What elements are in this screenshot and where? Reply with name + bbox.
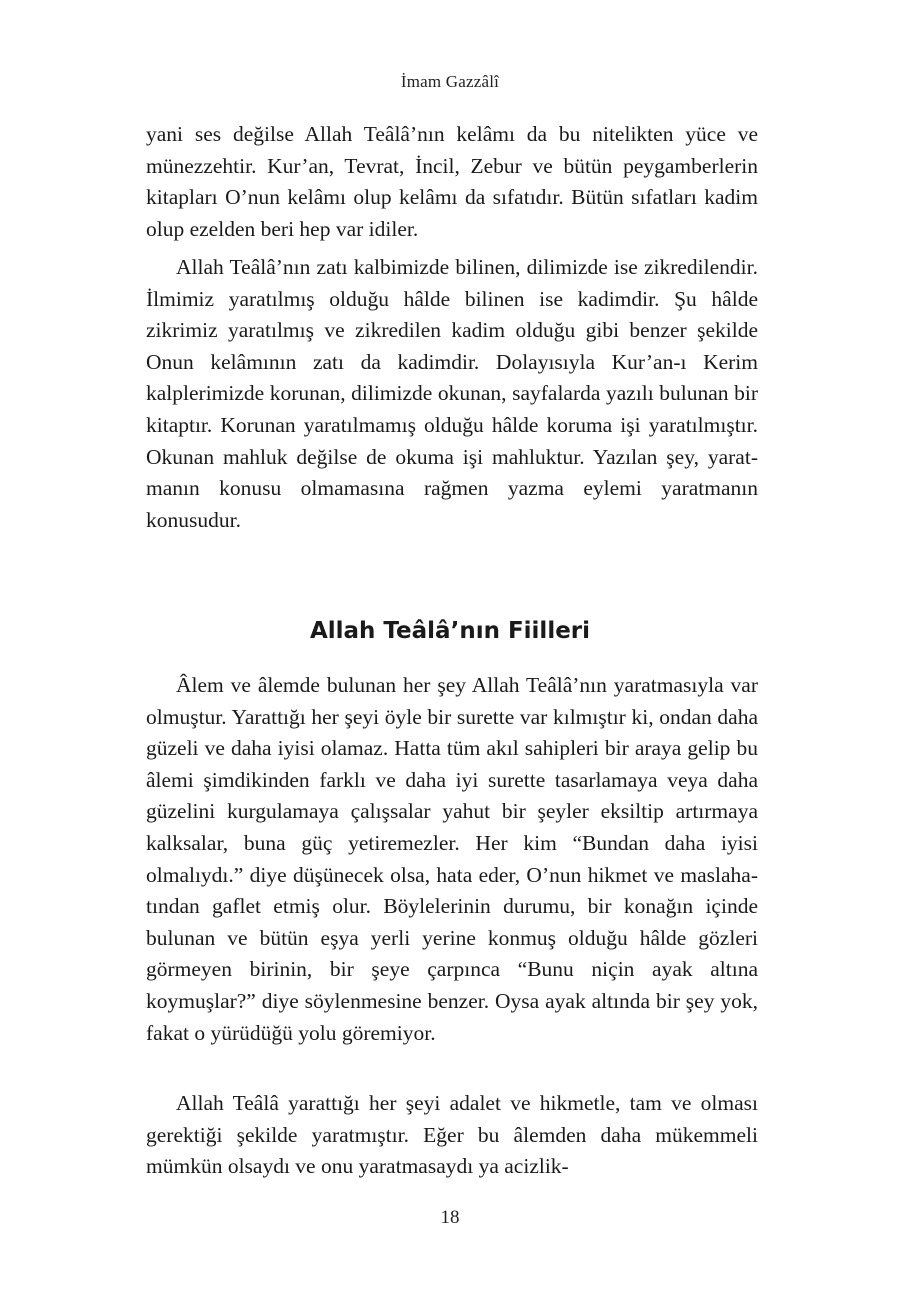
page-number: 18 — [440, 1207, 460, 1228]
body-block-1 — [146, 119, 758, 245]
paragraph-continued: yani ses değilse Allah Teâlâ’nın kelâmı da bu nitelikten yüce ve münezzehtir. Kur’an, Tevrat, İncil, Zebur ve bütün peygamberlerin kitapları O’nun kelâmı olup kelâmı da sıfatıdır. Bütün sıfatları kadim olup ezelden beri hep var idiler. — [146, 122, 758, 241]
section-heading: Allah Teâlâ’nın Fiilleri — [309, 618, 591, 644]
body-block-2 — [146, 252, 758, 536]
body-block-3 — [146, 670, 758, 1049]
body-block-4 — [146, 1088, 758, 1183]
paragraph: Allah Teâlâ’nın zatı kalbimizde bilinen, dilimizde ise zikredilendir. İlmimiz yaratılmış olduğu hâlde bilinen ise kadimdir. Şu hâlde zikrimiz yaratılmış ve zikredilen kadim olduğu gibi benzer şekilde Onun kelâmının zatı da kadimdir. Dolayısıyla Kur’an-ı Kerim kalplerimizde korunan, dilimizde okunan, sayfalarda yazılı bulunan bir kitaptır. Korunan yaratılmamış olduğu hâlde koruma işi yaratılmıştır. Okunan mahluk değilse de okuma işi mahluktur. Yazılan şey, yaratmanın konusu olmamasına rağmen yazma eylemi yaratmanın konusudur. — [146, 255, 758, 532]
paragraph: Allah Teâlâ yarattığı her şeyi adalet ve hikmetle, tam ve olması gerektiği şekilde yaratmıştır. Eğer bu âlemden daha mükemmeli mümkün olsaydı ve onu yaratmasaydı ya acizlik- — [146, 1091, 758, 1179]
paragraph: Âlem ve âlemde bulunan her şey Allah Teâlâ’nın yaratmasıyla var olmuştur. Yarattığı her şeyi öyle bir surette var kılmıştır ki, ondan daha güzeli ve daha iyisi olamaz. Hatta tüm akıl sahipleri bir araya gelip bu âlemi şimdikinden farklı ve daha iyi surette tasarlamaya veya daha güzelini kurgulamaya çalışsalar yahut bir şeyler eksiltip artırmaya kalksalar, buna güç yetiremezler. Her kim “Bundan daha iyisi olmalıydı.” diye düşünecek olsa, hata eder, O’nun hikmet ve maslahatından gaflet etmiş olur. Böylelerinin durumu, bir konağın içinde bulunan ve bütün eşya yerli yerine konmuş olduğu hâlde gözleri görmeyen birinin, bir şeye çarpınca “Bunu niçin ayak altına koymuşlar?” diye söylenmesine benzer. Oysa ayak altında bir şey yok, fakat o yürüdüğü yolu göremiyor. — [146, 673, 758, 1045]
running-header: İmam Gazzâlî — [400, 72, 500, 91]
